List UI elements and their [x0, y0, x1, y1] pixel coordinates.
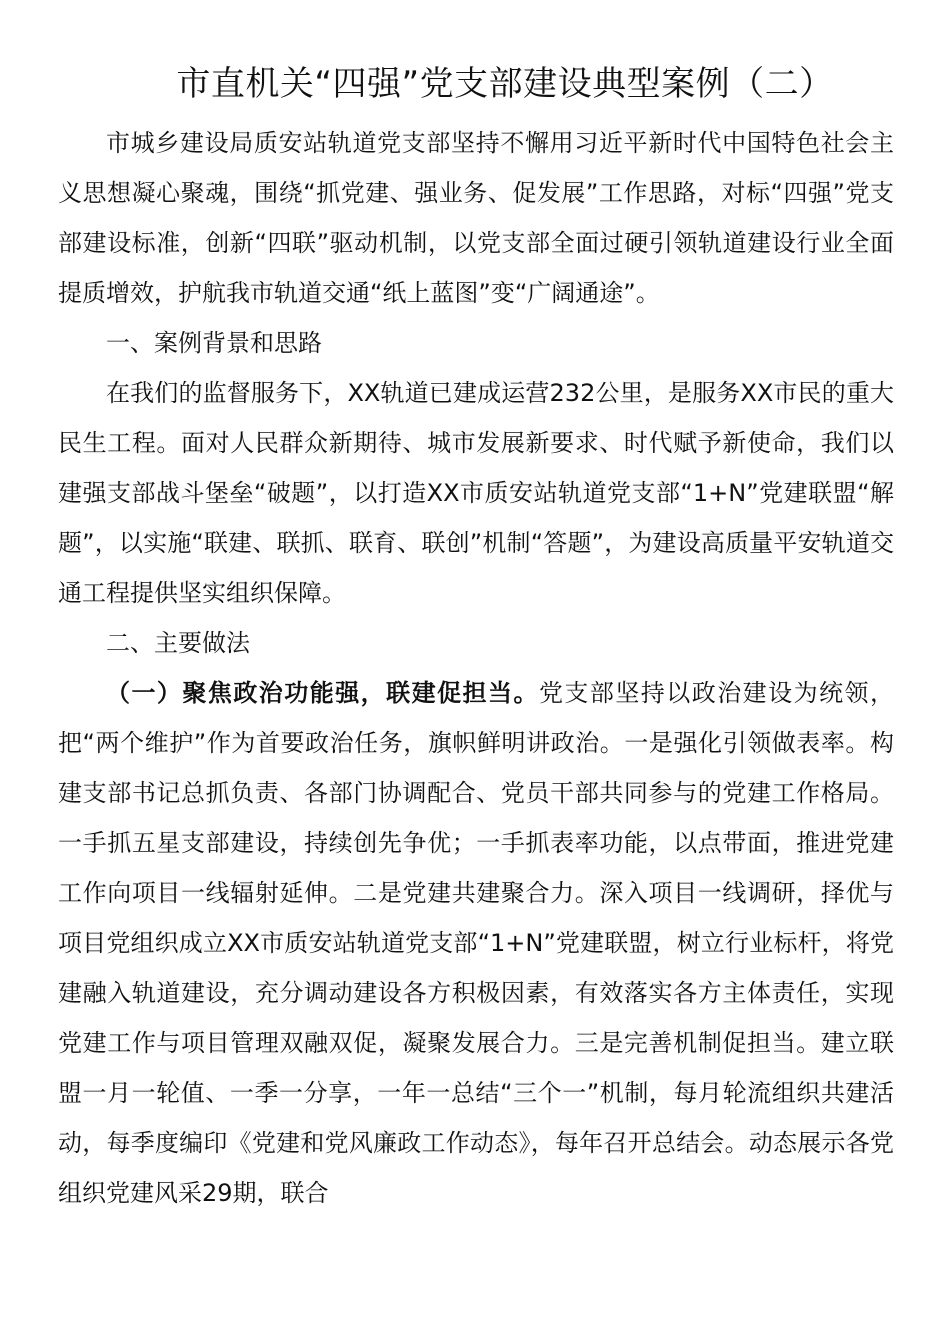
intro-paragraph: 市城乡建设局质安站轨道党支部坚持不懈用习近平新时代中国特色社会主义思想凝心聚魂，围绕“抓党建、强业务、促发展”工作思路，对标“四强”党支部建设标准，创新“四联”驱动机制，以党支部全面过硬引领轨道建设行业全面提质增效，护航我市轨道交通“纸上蓝图”变“广阔通途”。: [58, 129, 894, 307]
section-heading-practices: 二、主要做法: [106, 629, 250, 657]
document-title: 市直机关“四强”党支部建设典型案例（二）: [176, 64, 834, 104]
subsection-political-paragraph: [58, 668, 894, 1218]
section-heading-background: 一、案例背景和思路: [106, 329, 322, 357]
section-background-paragraph: 在我们的监督服务下，XX轨道已建成运营232公里，是服务XX市民的重大民生工程。面对人民群众新期待、城市发展新要求、时代赋予新使命，我们以建强支部战斗堡垒“破题”，以打造XX市质安站轨道党支部“1+N”党建联盟“解题”，以实施“联建、联抓、联育、联创”机制“答题”，为建设高质量平安轨道交通工程提供坚实组织保障。: [58, 379, 894, 607]
subsection-political-body: 党支部坚持以政治建设为统领，把“两个维护”作为首要政治任务，旗帜鲜明讲政治。一是强化引领做表率。构建支部书记总抓负责、各部门协调配合、党员干部共同参与的党建工作格局。一手抓五星支部建设，持续创先争优；一手抓表率功能，以点带面，推进党建工作向项目一线辐射延伸。二是党建共建聚合力。深入项目一线调研，择优与项目党组织成立XX市质安站轨道党支部“1+N”党建联盟，树立行业标杆，将党建融入轨道建设，充分调动建设各方积极因素，有效落实各方主体责任，实现党建工作与项目管理双融双促，凝聚发展合力。三是完善机制促担当。建立联盟一月一轮值、一季一分享，一年一总结“三个一”机制，每月轮流组织共建活动，每季度编印《党建和党风廉政工作动态》，每年召开总结会。动态展示各党组织党建风采29期，联合: [58, 679, 895, 1207]
subsection-political-heading: （一）聚焦政治功能强，联建促担当。: [106, 679, 539, 707]
document-body: [58, 118, 894, 1218]
